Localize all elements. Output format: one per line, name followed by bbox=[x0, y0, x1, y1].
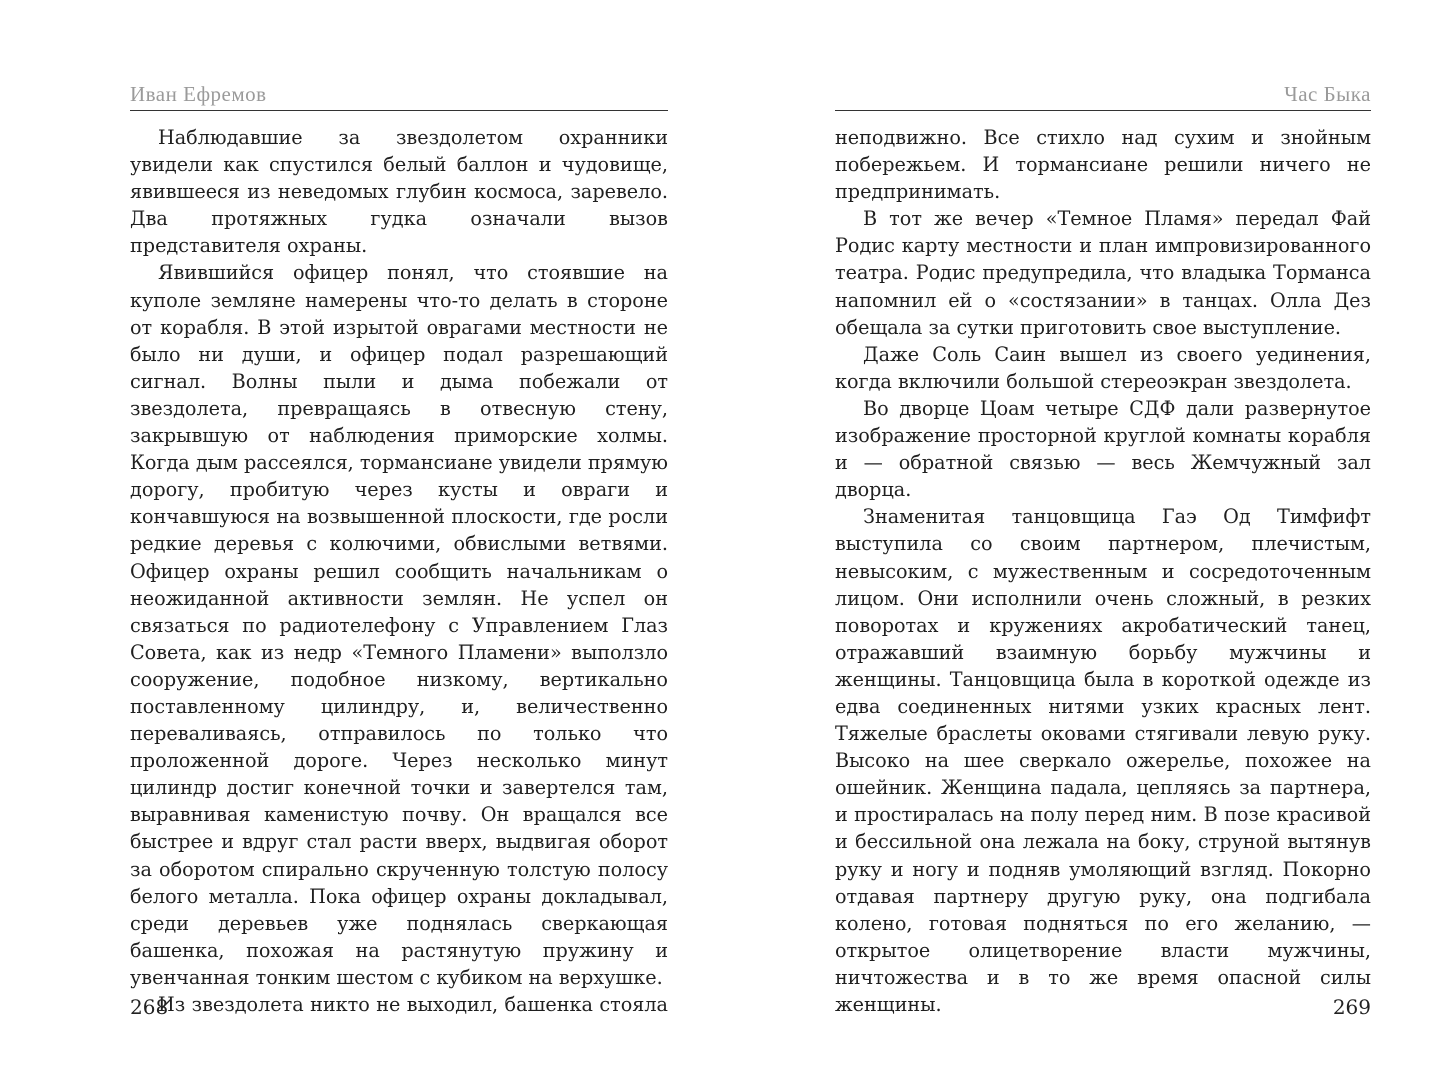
page-number: 269 bbox=[1332, 995, 1371, 1019]
running-head-title: Час Быка bbox=[1284, 82, 1371, 106]
paragraph: неподвижно. Все стихло над сухим и знойным побережьем. И тормансиане решили ничего не предпринимать. bbox=[835, 126, 1371, 204]
paragraph: Из звездолета никто не выходил, башенка стояла bbox=[158, 993, 668, 1016]
left-page bbox=[130, 0, 668, 1080]
header-rule bbox=[835, 110, 1371, 111]
right-page-text bbox=[835, 124, 1371, 1018]
header-rule bbox=[130, 110, 668, 111]
paragraph: Знаменитая танцовщица Гаэ Од Тимфифт выступила со своим партнером, плечистым, невысоким, с мужественным и сосредоточенным лицом. Они исполнили очень сложный, в резких поворотах и кружениях акробатический танец, отражавший взаимную борьбу мужчины и женщины. Танцовщица была в короткой одежде из едва соединенных нитями узких красных лент. Тяжелые браслеты оковами стягивали левую руку. Высоко на шее сверкало ожерелье, похожее на ошейник. Женщина падала, цепляясь за партнера, и простиралась на полу перед ним. В позе красивой и бессильной она лежала на боку, струной вытянув руку и ногу и подняв умоляющий взгляд. Покорно отдавая партнеру другую руку, она подгибала колено, готовая подняться по его желанию, — открытое олицетворение власти мужчины, ничтожества и в то же время опасной силы женщины. bbox=[835, 505, 1371, 1016]
paragraph: Наблюдавшие за звездолетом охранники увидели как спустился белый баллон и чудовище, явившееся из неведомых глубин космоса, заревело. Два протяжных гудка означали вызов представителя охраны. bbox=[130, 126, 668, 258]
page-number: 268 bbox=[130, 995, 169, 1019]
paragraph: Во дворце Цоам четыре СДФ дали развернутое изображение просторной круглой комнаты корабля и — обратной связью — весь Жемчужный зал дворца. bbox=[835, 396, 1371, 502]
right-page bbox=[835, 0, 1371, 1080]
running-head-author: Иван Ефремов bbox=[130, 82, 267, 106]
paragraph: В тот же вечер «Темное Пламя» передал Фай Родис карту местности и план импровизированного театра. Родис предупредила, что владыка Торманса напомнил ей о «состязании» в танцах. Олла Дез обещала за сутки приготовить свое выступление. bbox=[835, 207, 1371, 339]
left-page-text bbox=[130, 124, 668, 1018]
paragraph: Явившийся офицер понял, что стоявшие на куполе земляне намерены что-то делать в стороне от корабля. В этой изрытой оврагами местности не было ни души, и офицер подал разрешающий сигнал. Волны пыли и дыма побежали от звездолета, превращаясь в отвесную стену, закрывшую от наблюдения приморские холмы. Когда дым рассеялся, тормансиане увидели прямую дорогу, пробитую через кусты и овраги и кончавшуюся на возвышенной плоскости, где росли редкие деревья с колючими, обвислыми ветвями. Офицер охраны решил сообщить начальникам о неожиданной активности землян. Не успел он связаться по радиотелефону с Управлением Глаз Совета, как из недр «Темного Пламени» выползло сооружение, подобное низкому, вертикально поставленному цилиндру, и, величественно переваливаясь, отправилось по только что проложенной дороге. Через несколько минут цилиндр достиг конечной точки и завертелся там, выравнивая каменистую почву. Он вращался все быстрее и вдруг стал расти вверх, выдвигая оборот за оборотом спирально скрученную толстую полосу белого металла. Пока офицер охраны докладывал, среди деревьев уже поднялась сверкающая башенка, похожая на растянутую пружину и увенчанная тонким шестом с кубиком на верхушке. bbox=[130, 261, 668, 989]
paragraph: Даже Соль Саин вышел из своего уединения, когда включили большой стереоэкран звездолета. bbox=[835, 342, 1371, 393]
